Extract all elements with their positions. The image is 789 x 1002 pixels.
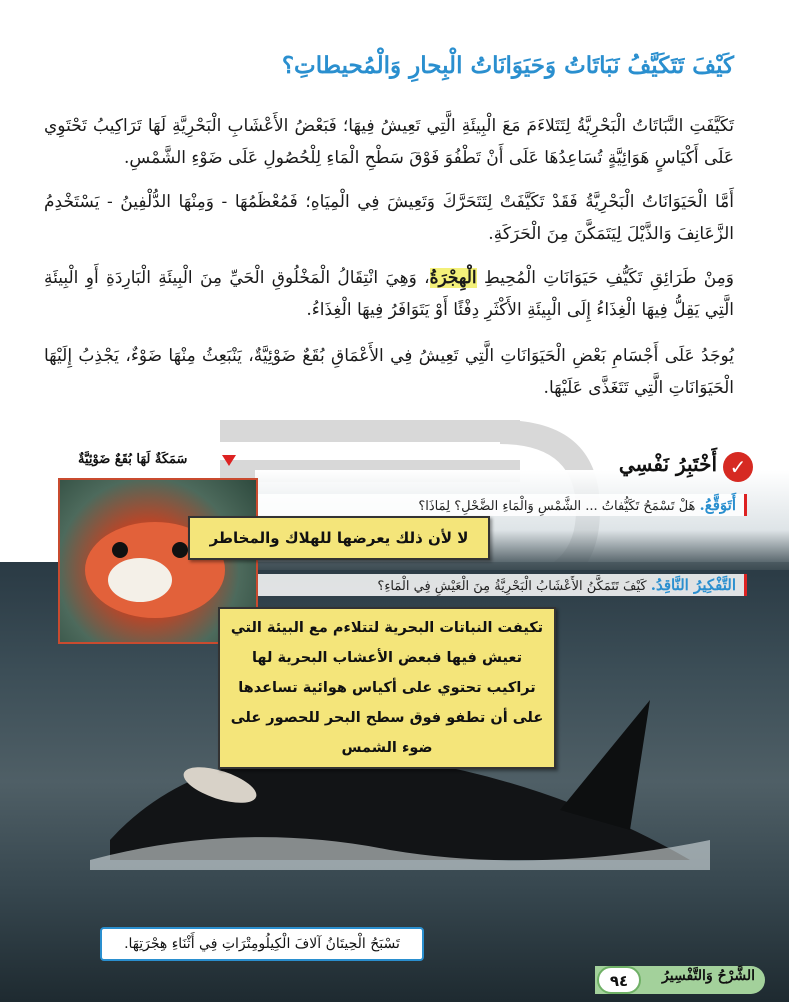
question-critical-label: التَّفْكِيرُ النَّاقِدُ. bbox=[650, 576, 736, 594]
paragraph-light-spots: يُوجَدُ عَلَى أَجْسَامِ بَعْضِ الْحَيَوَانَاتِ الَّتِي تَعِيشُ فِي الأَعْمَاقِ بُقَعٌ ضَوْئِيَّةٌ، يَنْبَعِثُ مِنْهَا ضَوْءٌ، يَجْذِبُ إِلَيْهَا الْحَيَوَانَاتِ الَّتِي تَتَغَذَّى عَلَيْهَا. bbox=[44, 346, 734, 398]
page-title: كَيْفَ تَتَكَيَّفُ نَبَاتَاتُ وَحَيَوَانَاتُ الْبِحارِ وَالْمُحيطاتِ؟ bbox=[281, 52, 734, 79]
question-predict-text: هَلْ تَسْمَحُ تَكَيُّفاتُ ... الشَّمْسِ وَالْمَاءِ الضَّحْلِ؟ لِمَاذَا؟ bbox=[418, 499, 696, 514]
migration-keyword: الْهِجْرَةُ bbox=[429, 268, 477, 288]
question-predict bbox=[258, 494, 747, 516]
paragraph-animals: أَمَّا الْحَيَوَانَاتُ الْبَحْرِيَّةُ فَقَدْ تَكَيَّفَتْ لِتَتَحَرَّكَ وَتَعِيشَ فِي الْمِيَاهِ؛ فَمُعْظَمُهَا - وَمِنْهَا الدُّلْفِينُ - يَسْتَخْدِمُ الزَّعَانِفَ وَالذَّيْلَ لِيَتَمَكَّنَ مِنَ الْحَرَكَةِ. bbox=[44, 192, 734, 244]
whale-caption: تَسْبَحُ الْحِيتَانُ آلافَ الْكِيلُومِتْرَاتِ فِي أَثْنَاءِ هِجْرَتِهَا. bbox=[100, 927, 424, 961]
self-test-title: أَخْتَبِرُ نَفْسِي bbox=[618, 452, 717, 476]
question-critical-thinking bbox=[258, 574, 747, 596]
fish-caption: سَمَكَةٌ لَهَا بُقَعٌ ضَوْئِيَّةٌ bbox=[78, 452, 188, 467]
question-predict-label: أَتَوَقَّعُ. bbox=[699, 496, 736, 514]
migration-text-end: ، وَهِيَ انْتِقَالُ الْمَخْلُوقِ الْحَيِّ مِنَ الْبِيئَةِ الْبَارِدَةِ أَوِ الْبِيئَةِ الَّتِي يَقِلُّ فِيهَا الْغِذَاءُ إِلَى الْبِيئَةِ الأَكْثَرِ دِفْئًا أَوْ يَتَوَافَرُ فِيهَا الْغِذَاءُ. bbox=[44, 268, 734, 320]
answer-box-critical: تكيفت النباتات البحرية لتتلاءم مع البيئة التي تعيش فيها فبعض الأعشاب البحرية لها تراكيب تحتوي على أكياس هوائية تساعدها على أن تطفو فوق سطح البحر للحصور على ضوء الشمس bbox=[218, 607, 556, 769]
checkmark-icon: ✓ bbox=[723, 452, 753, 482]
answer-box-predict: لا لأن ذلك يعرضها للهلاك والمخاطر bbox=[188, 516, 490, 560]
question-critical-text: كَيْفَ تَتَمَكَّنُ الأَعْشَابُ الْبَحْرِيَّةُ مِنَ الْعَيْشِ فِي الْمَاءِ؟ bbox=[377, 579, 647, 594]
caption-pointer-icon bbox=[222, 455, 236, 466]
migration-text-start: وَمِنْ طَرَائِقِ تَكَيُّفِ حَيَوَانَاتِ الْمُحِيطِ bbox=[476, 268, 734, 288]
footer-section-label: الشَّرْحُ وَالتَّفْسِيرُ bbox=[662, 968, 755, 984]
page-number: ٩٤ bbox=[597, 966, 641, 994]
paragraph-migration bbox=[44, 262, 734, 326]
paragraph-plants: تَكَيَّفَتِ النَّبَاتَاتُ الْبَحْرِيَّةُ لِتَتَلاءَمَ مَعَ الْبِيئَةِ الَّتِي تَعِيشُ فِيهَا؛ فَبَعْضُ الأَعْشَابِ الْبَحْرِيَّةِ لَهَا تَرَاكِيبُ تَحْتَوِي عَلَى أَكْيَاسٍ هَوَائِيَّةٍ تُسَاعِدُهَا عَلَى أَنْ تَطْفُوَ فَوْقَ سَطْحِ الْمَاءِ لِلْحُصُولِ عَلَى ضَوْءِ الشَّمْسِ. bbox=[44, 116, 734, 168]
